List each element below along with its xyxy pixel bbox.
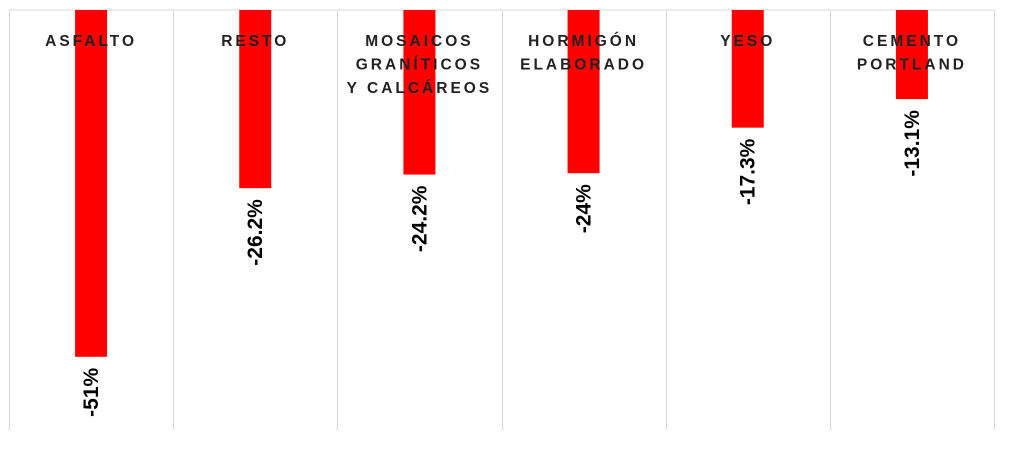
bar [732,10,764,128]
value-label: -13.1% [900,110,924,177]
value-label: -24% [572,184,596,234]
category-label: RESTO [221,33,290,50]
category-label: ASFALTO [45,33,138,50]
category-labels [45,32,967,97]
value-label: -24.2% [408,185,432,253]
category-label: YESO [720,33,776,50]
category-label: MOSAICOS GRANÍTICOS Y CALCÁREOS [346,33,493,97]
value-label: -17.3% [736,138,760,206]
category-label: HORMIGÓN ELABORADO [520,33,648,74]
value-label: -51% [80,367,104,417]
category-label: CEMENTO PORTLAND [856,33,967,74]
bar [896,10,928,99]
grid-lines [9,10,995,430]
bar [75,10,107,357]
bars [75,10,928,357]
value-label: -26.2% [244,199,268,266]
